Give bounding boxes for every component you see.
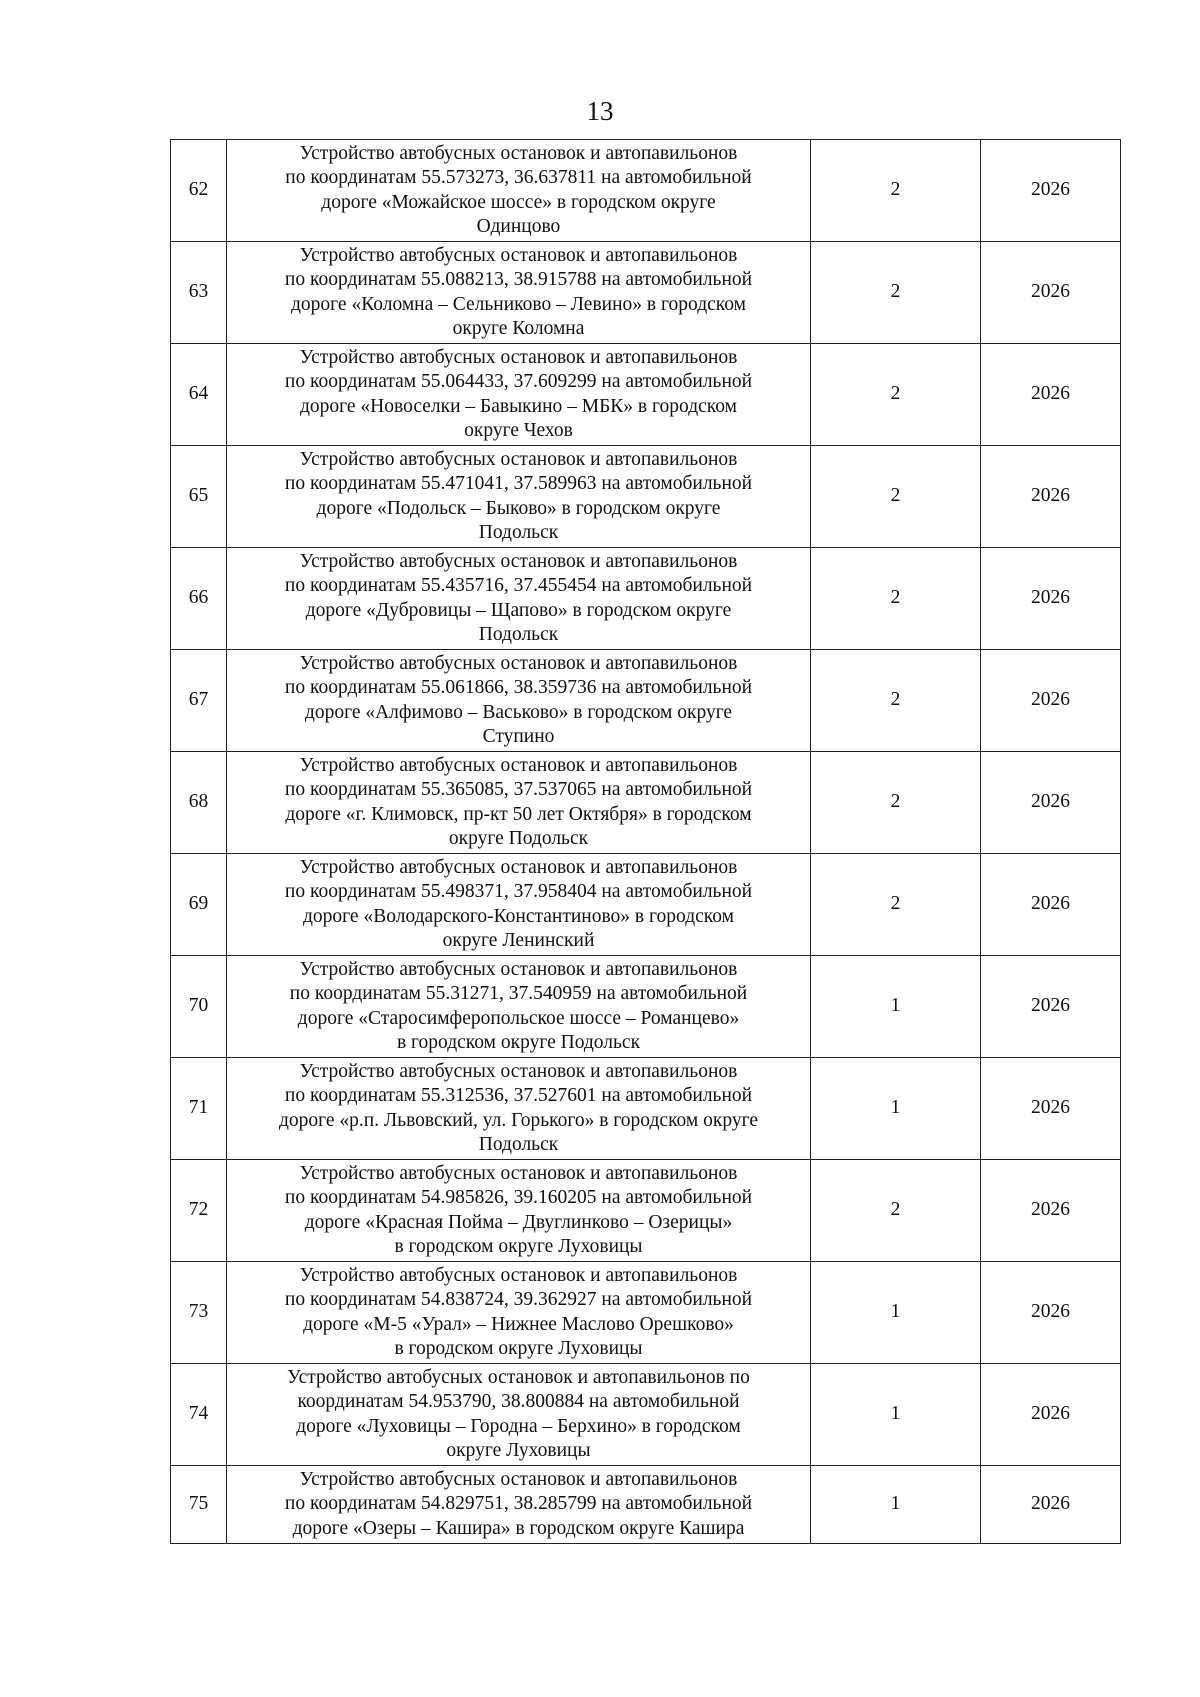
year-cell: 2026 — [981, 650, 1121, 752]
row-number-cell: 67 — [171, 650, 227, 752]
year-cell: 2026 — [981, 548, 1121, 650]
row-number-cell: 70 — [171, 956, 227, 1058]
table-row — [171, 242, 1121, 344]
description-line: дороге «Алфимово – Васьково» в городском округе — [304, 701, 733, 723]
description-cell — [227, 140, 811, 242]
quantity-cell: 1 — [811, 956, 981, 1058]
description-line: Устройство автобусных остановок и автопавильонов — [299, 1468, 738, 1490]
description-line: Устройство автобусных остановок и автопавильонов — [299, 346, 738, 368]
quantity-cell: 2 — [811, 1160, 981, 1262]
table-row — [171, 1160, 1121, 1262]
description-line: Устройство автобусных остановок и автопавильонов — [299, 1264, 738, 1286]
description-line: округе Ленинский — [442, 930, 595, 951]
quantity-cell: 2 — [811, 752, 981, 854]
row-number-cell: 69 — [171, 854, 227, 956]
table-row — [171, 140, 1121, 242]
description-line: по координатам 55.471041, 37.589963 на автомобильной — [284, 473, 753, 494]
description-line: Устройство автобусных остановок и автопавильонов — [299, 244, 738, 266]
row-number-cell: 75 — [171, 1466, 227, 1544]
description-line: округе Коломна — [452, 318, 585, 339]
description-line: по координатам 55.088213, 38.915788 на автомобильной — [284, 269, 753, 290]
description-line: координатам 54.953790, 38.800884 на автомобильной — [297, 1391, 740, 1412]
year-cell: 2026 — [981, 1466, 1121, 1544]
quantity-cell: 2 — [811, 854, 981, 956]
description-line: Устройство автобусных остановок и автопавильонов — [299, 142, 738, 164]
description-line: Устройство автобусных остановок и автопавильонов по — [287, 1366, 750, 1388]
description-line: дороге «Подольск – Быково» в городском округе — [316, 497, 721, 519]
bus-stops-table — [170, 139, 1121, 1544]
description-line: Устройство автобусных остановок и автопавильонов — [299, 958, 738, 980]
description-line: Устройство автобусных остановок и автопавильонов — [299, 550, 738, 572]
description-line: дороге «Новоселки – Бавыкино – МБК» в городском — [299, 395, 737, 417]
year-cell: 2026 — [981, 956, 1121, 1058]
description-line: Устройство автобусных остановок и автопавильонов — [299, 754, 738, 776]
description-line: дороге «Володарского-Константиново» в городском — [303, 905, 734, 927]
description-line: по координатам 55.573273, 36.637811 на автомобильной — [285, 167, 752, 188]
description-line: дороге «Можайское шоссе» в городском округе — [321, 191, 716, 213]
quantity-cell: 2 — [811, 446, 981, 548]
description-cell — [227, 650, 811, 752]
year-cell: 2026 — [981, 1160, 1121, 1262]
row-number-cell: 66 — [171, 548, 227, 650]
description-line: дороге «Озеры – Кашира» в городском округе Кашира — [292, 1517, 745, 1539]
table-row — [171, 1058, 1121, 1160]
description-line: Устройство автобусных остановок и автопавильонов — [299, 1060, 738, 1082]
table-row — [171, 548, 1121, 650]
year-cell: 2026 — [981, 1058, 1121, 1160]
row-number-cell: 64 — [171, 344, 227, 446]
table-row — [171, 1364, 1121, 1466]
table-row — [171, 1262, 1121, 1364]
page-number: 13 — [586, 96, 614, 126]
quantity-cell: 1 — [811, 1364, 981, 1466]
quantity-cell: 2 — [811, 344, 981, 446]
table-row — [171, 650, 1121, 752]
row-number-cell: 68 — [171, 752, 227, 854]
description-cell — [227, 1364, 811, 1466]
year-cell: 2026 — [981, 752, 1121, 854]
description-cell — [227, 242, 811, 344]
description-cell — [227, 1262, 811, 1364]
table-row — [171, 752, 1121, 854]
description-line: дороге «Старосимферопольское шоссе – Романцево» — [297, 1007, 740, 1029]
description-line: округе Луховицы — [446, 1440, 591, 1461]
description-cell — [227, 752, 811, 854]
quantity-cell: 2 — [811, 548, 981, 650]
table-row — [171, 1466, 1121, 1544]
year-cell: 2026 — [981, 1364, 1121, 1466]
description-cell — [227, 1058, 811, 1160]
description-line: по координатам 54.838724, 39.362927 на автомобильной — [284, 1289, 753, 1310]
quantity-cell: 2 — [811, 242, 981, 344]
year-cell: 2026 — [981, 242, 1121, 344]
description-line: в городском округе Подольск — [396, 1032, 641, 1053]
year-cell: 2026 — [981, 140, 1121, 242]
description-line: Подольск — [478, 522, 559, 543]
description-line: Подольск — [478, 624, 559, 645]
description-line: по координатам 55.498371, 37.958404 на автомобильной — [284, 881, 753, 902]
description-line: по координатам 55.061866, 38.359736 на автомобильной — [284, 677, 753, 698]
description-cell — [227, 1466, 811, 1544]
description-line: Устройство автобусных остановок и автопавильонов — [299, 1162, 738, 1184]
table-row — [171, 344, 1121, 446]
year-cell: 2026 — [981, 344, 1121, 446]
description-cell — [227, 548, 811, 650]
description-line: по координатам 54.829751, 38.285799 на автомобильной — [284, 1493, 753, 1515]
table-row — [171, 446, 1121, 548]
description-line: по координатам 55.365085, 37.537065 на автомобильной — [284, 779, 753, 800]
row-number-cell: 63 — [171, 242, 227, 344]
description-cell — [227, 1160, 811, 1262]
description-line: Устройство автобусных остановок и автопавильонов — [299, 856, 738, 878]
description-line: дороге «Дубровицы – Щапово» в городском округе — [305, 599, 732, 621]
table-row — [171, 956, 1121, 1058]
description-line: по координатам 54.985826, 39.160205 на автомобильной — [284, 1187, 753, 1208]
description-cell — [227, 854, 811, 956]
description-cell — [227, 344, 811, 446]
quantity-cell: 2 — [811, 140, 981, 242]
description-line: дороге «г. Климовск, пр-кт 50 лет Октября» в городском — [285, 803, 752, 825]
description-line: дороге «р.п. Львовский, ул. Горького» в городском округе — [278, 1109, 759, 1131]
description-line: по координатам 55.064433, 37.609299 на автомобильной — [284, 371, 753, 392]
row-number-cell: 71 — [171, 1058, 227, 1160]
row-number-cell: 74 — [171, 1364, 227, 1466]
description-line: дороге «Коломна – Сельниково – Левино» в городском — [291, 293, 746, 315]
description-line: по координатам 55.435716, 37.455454 на автомобильной — [284, 575, 753, 596]
table-body — [171, 140, 1121, 1544]
row-number-cell: 72 — [171, 1160, 227, 1262]
description-line: округе Подольск — [448, 828, 589, 849]
description-line: Устройство автобусных остановок и автопавильонов — [299, 652, 738, 674]
description-line: дороге «Луховицы – Городна – Берхино» в городском — [296, 1415, 741, 1437]
year-cell: 2026 — [981, 446, 1121, 548]
year-cell: 2026 — [981, 854, 1121, 956]
description-line: Одинцово — [476, 216, 561, 237]
description-line: Подольск — [478, 1134, 559, 1155]
row-number-cell: 65 — [171, 446, 227, 548]
quantity-cell: 1 — [811, 1262, 981, 1364]
description-line: по координатам 55.31271, 37.540959 на автомобильной — [289, 983, 748, 1004]
row-number-cell: 73 — [171, 1262, 227, 1364]
description-line: округе Чехов — [464, 420, 573, 441]
table-row — [171, 854, 1121, 956]
description-cell — [227, 446, 811, 548]
description-line: дороге «Красная Пойма – Двуглинково – Озерицы» — [304, 1211, 733, 1233]
quantity-cell: 1 — [811, 1058, 981, 1160]
quantity-cell: 2 — [811, 650, 981, 752]
row-number-cell: 62 — [171, 140, 227, 242]
description-line: Устройство автобусных остановок и автопавильонов — [299, 448, 738, 470]
description-line: в городском округе Луховицы — [394, 1338, 643, 1359]
description-line: Ступино — [482, 726, 555, 747]
description-line: дороге «М-5 «Урал» – Нижнее Маслово Орешково» — [303, 1313, 734, 1335]
description-cell — [227, 956, 811, 1058]
year-cell: 2026 — [981, 1262, 1121, 1364]
quantity-cell: 1 — [811, 1466, 981, 1544]
description-line: в городском округе Луховицы — [394, 1236, 643, 1257]
description-line: по координатам 55.312536, 37.527601 на автомобильной — [284, 1085, 753, 1106]
